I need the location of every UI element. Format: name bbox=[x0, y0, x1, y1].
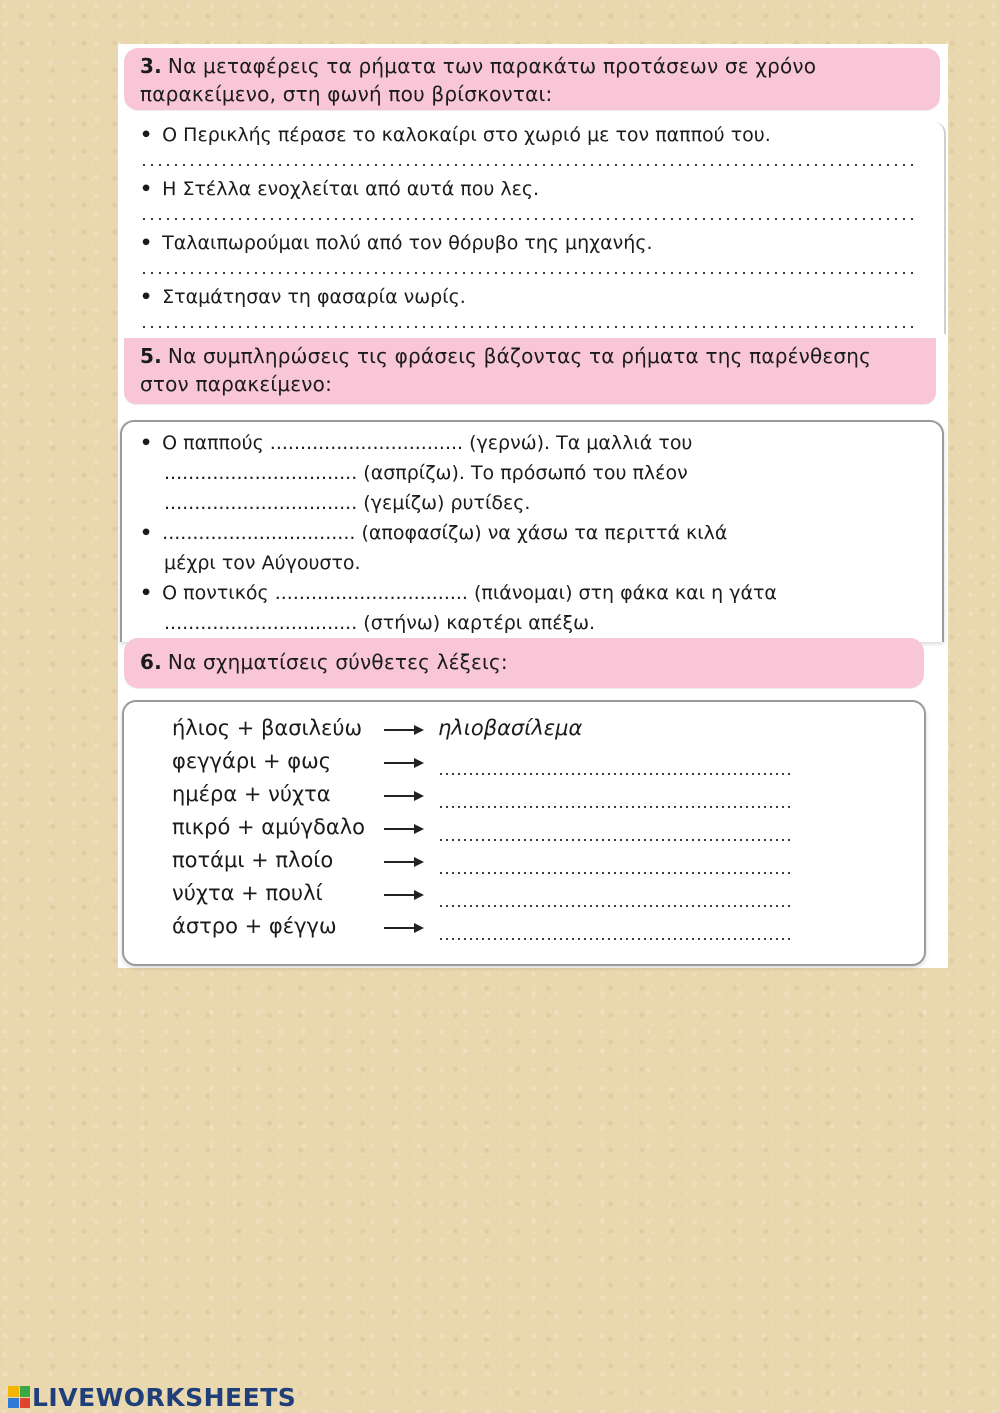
fill-line[interactable]: • Ο ποντικός ................................ (πιάνομαι) στη φάκα και η γάτα bbox=[140, 582, 777, 604]
exercise-3-item: • Ταλαιπωρούμαι πολύ από τον θόρυβο της μηχανής. bbox=[140, 232, 653, 254]
exercise-6-number: 6. bbox=[140, 650, 162, 674]
word-pair: ημέρα + νύχτα bbox=[172, 782, 331, 806]
answer-line[interactable] bbox=[438, 938, 792, 940]
exercise-3-number: 3. bbox=[140, 54, 162, 78]
exercise-6-box bbox=[122, 700, 926, 966]
arrow-right-icon bbox=[382, 751, 426, 773]
fill-line[interactable]: ................................ (γεμίζω) ρυτίδες. bbox=[164, 492, 531, 514]
fill-line[interactable]: • Ο παππούς ................................ (γερνώ). Τα μαλλιά του bbox=[140, 432, 693, 454]
word-pair: πικρό + αμύγδαλο bbox=[172, 815, 365, 839]
answer-line[interactable] bbox=[140, 272, 914, 274]
arrow-right-icon bbox=[382, 850, 426, 872]
answer-line[interactable] bbox=[438, 806, 792, 808]
exercise-5-title-line2: στον παρακείμενο: bbox=[140, 372, 333, 396]
fill-line[interactable]: • ................................ (αποφασίζω) να χάσω τα περιττά κιλά bbox=[140, 522, 728, 544]
exercise-3-header bbox=[124, 48, 940, 110]
exercise-3-item: • Ο Περικλής πέρασε το καλοκαίρι στο χωριό με τον παππού του. bbox=[140, 124, 771, 146]
word-pair: ποτάμι + πλοίο bbox=[172, 848, 334, 872]
fill-line[interactable]: ................................ (ασπρίζω). Το πρόσωπό του πλέον bbox=[164, 462, 688, 484]
worksheet bbox=[118, 44, 948, 968]
liveworksheets-logo[interactable] bbox=[8, 1382, 296, 1412]
exercise-3-title-line2: παρακείμενο, στη φωνή που βρίσκονται: bbox=[140, 82, 553, 106]
compound-answer: ηλιοβασίλεμα bbox=[438, 716, 583, 740]
arrow-right-icon bbox=[382, 718, 426, 740]
exercise-3-item: • Σταμάτησαν τη φασαρία νωρίς. bbox=[140, 286, 466, 308]
answer-line[interactable] bbox=[140, 218, 914, 220]
word-pair: άστρο + φέγγω bbox=[172, 914, 337, 938]
word-pair: φεγγάρι + φως bbox=[172, 749, 332, 773]
exercise-3-item: • Η Στέλλα ενοχλείται από αυτά που λες. bbox=[140, 178, 540, 200]
word-pair: νύχτα + πουλί bbox=[172, 881, 323, 905]
exercise-5-number: 5. bbox=[140, 344, 162, 368]
answer-line[interactable] bbox=[438, 872, 792, 874]
answer-line[interactable] bbox=[140, 164, 914, 166]
logo-text: LIVEWORKSHEETS bbox=[32, 1382, 297, 1412]
arrow-right-icon bbox=[382, 883, 426, 905]
arrow-right-icon bbox=[382, 817, 426, 839]
answer-line[interactable] bbox=[438, 773, 792, 775]
exercise-5-header bbox=[124, 338, 936, 404]
exercise-3-title-line1: Να μεταφέρεις τα ρήματα των παρακάτω προτάσεων σε χρόνο bbox=[167, 54, 817, 78]
logo-blocks-icon bbox=[8, 1386, 30, 1408]
answer-line[interactable] bbox=[438, 905, 792, 907]
exercise-5-box bbox=[120, 420, 944, 642]
exercise-3-body bbox=[118, 122, 946, 334]
sentence-continuation: μέχρι τον Αύγουστο. bbox=[164, 552, 361, 574]
answer-line[interactable] bbox=[438, 839, 792, 841]
arrow-right-icon bbox=[382, 784, 426, 806]
fill-line[interactable]: ................................ (στήνω) καρτέρι απέξω. bbox=[164, 612, 596, 634]
word-pair: ήλιος + βασιλεύω bbox=[172, 716, 363, 740]
arrow-right-icon bbox=[382, 916, 426, 938]
exercise-5-title-line1: Να συμπληρώσεις τις φράσεις βάζοντας τα ρήματα της παρένθεσης bbox=[167, 344, 872, 368]
answer-line[interactable] bbox=[140, 326, 914, 328]
exercise-6-header bbox=[124, 638, 924, 688]
exercise-5-text bbox=[140, 428, 932, 638]
exercise-6-title: Να σχηματίσεις σύνθετες λέξεις: bbox=[167, 650, 508, 674]
